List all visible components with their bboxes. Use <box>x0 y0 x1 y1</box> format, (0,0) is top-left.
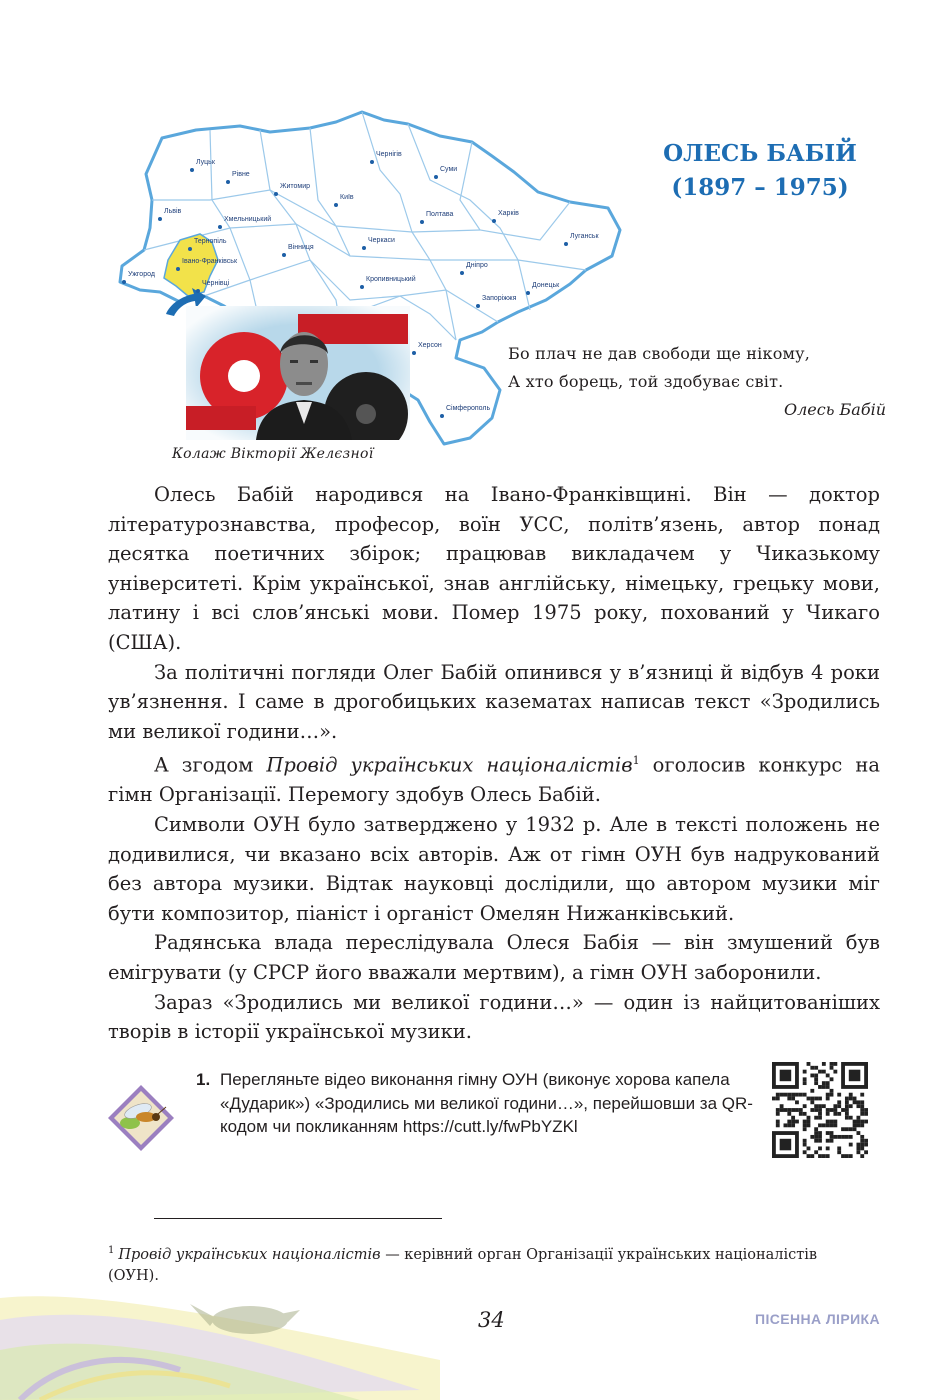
task-number: 1. <box>196 1070 211 1089</box>
city-label: Сімферополь <box>446 405 491 412</box>
city-label: Хмельницький <box>224 216 272 223</box>
term-emphasis: Провід українських націоналістів <box>266 753 633 777</box>
footnote-divider <box>154 1218 442 1219</box>
footer-decoration <box>0 1290 440 1400</box>
city-dot <box>226 180 230 184</box>
city-label: Дніпро <box>466 262 488 269</box>
footnote-ref[interactable]: 1 <box>632 754 640 768</box>
city-dot <box>564 242 568 246</box>
author-years: (1897 – 1975) <box>671 174 849 201</box>
paragraph-3-start: А згодом <box>154 753 267 777</box>
insect-task-icon <box>106 1083 176 1153</box>
city-label: Харків <box>498 210 519 217</box>
qr-code-icon[interactable] <box>772 1062 868 1158</box>
epigraph-line-2: А хто борець, той здобуває світ. <box>508 372 784 391</box>
city-dot <box>218 225 222 229</box>
main-text <box>108 480 880 1047</box>
city-label: Вінниця <box>288 244 314 251</box>
city-dot <box>526 291 530 295</box>
city-dot <box>420 220 424 224</box>
paragraph-6: Зараз «Зродились ми великої години…» — один із найцитованіших творів в історії української музики. <box>108 990 880 1044</box>
city-label: Тернопіль <box>194 238 227 245</box>
paragraph-3 <box>108 746 880 810</box>
city-label: Суми <box>440 166 458 173</box>
city-dot <box>370 160 374 164</box>
paragraph-1: Олесь Бабій народився на Івано-Франківщині. Він — доктор літературознавства, професор, воїн УСС, політв’язень, автор понад десятка поетичних збірок; працював викладачем у Чиказькому університеті. Крім української, знав англійську, німецьку, грецьку мови, латину і всі слов’янські мови. Помер 1975 року, похований у Чикаго (США). <box>108 483 880 654</box>
city-label: Донецьк <box>532 282 560 289</box>
city-label: Луцьк <box>196 159 215 166</box>
city-dot <box>434 175 438 179</box>
city-dot <box>360 285 364 289</box>
city-dot <box>412 351 416 355</box>
portrait-collage <box>186 306 410 440</box>
city-dot <box>440 414 444 418</box>
paragraph-3-end: оголосив конкурс на гімн Організації. Перемогу здобув Олесь Бабій. <box>108 753 881 807</box>
city-dot <box>158 217 162 221</box>
page-number: 34 <box>478 1308 505 1332</box>
city-label: Запоріжжя <box>482 295 517 302</box>
city-dot <box>122 280 126 284</box>
task-text[interactable]: Перегляньте відео виконання гімну ОУН (виконує хорова капела «Дударик») «Зродились ми великої години…», перейшовши за QR-кодом чи покликанням https://cutt.ly/fwPbYZKl <box>220 1070 753 1136</box>
section-name: ПІСЕННА ЛІРИКА <box>755 1311 880 1327</box>
footnote-term: Провід українських націоналістів <box>118 1246 381 1263</box>
epigraph-signature: Олесь Бабій <box>783 400 886 419</box>
collage-caption: Колаж Вікторії Желєзної <box>172 446 374 462</box>
epigraph-line-1: Бо плач не дав свободи ще нікому, <box>508 344 811 363</box>
city-dot <box>334 203 338 207</box>
city-label: Київ <box>340 194 354 201</box>
paragraph-2: За політичні погляди Олег Бабій опинився у в’язниці й відбув 4 роки ув’язнення. І саме в дрогобицьких казематах написав текст «Зродились ми великої години…». <box>108 660 880 743</box>
footnote-mark: 1 <box>108 1245 115 1256</box>
city-label: Рівне <box>232 171 250 178</box>
city-label: Житомир <box>280 183 311 190</box>
city-label: Черкаси <box>368 237 395 244</box>
city-label: Львів <box>164 208 182 215</box>
city-label: Чернігів <box>376 151 402 158</box>
paragraph-5: Радянська влада переслідувала Олеся Бабія — він змушений був емігрувати (у СРСР його вважали мертвим), а гімн ОУН заборонили. <box>108 931 880 984</box>
city-label: Луганськ <box>570 233 599 240</box>
city-dot <box>492 219 496 223</box>
city-label: Херсон <box>418 342 442 349</box>
city-label: Кропивницький <box>366 276 416 283</box>
footnote <box>108 1240 868 1287</box>
task-1 <box>196 1068 756 1139</box>
city-dot <box>282 253 286 257</box>
city-dot <box>274 192 278 196</box>
city-dot <box>188 247 192 251</box>
city-label: Полтава <box>426 211 454 218</box>
city-label: Івано-Франківськ <box>182 258 238 265</box>
city-dot <box>362 246 366 250</box>
city-dot <box>190 168 194 172</box>
city-dot <box>176 267 180 271</box>
city-dot <box>476 304 480 308</box>
city-label: Чернівці <box>202 280 230 287</box>
footnote-text: — керівний орган Організації українських націоналістів (ОУН). <box>108 1246 818 1284</box>
city-dot <box>196 289 200 293</box>
paragraph-4: Символи ОУН було затверджено у 1932 р. Але в тексті положень не додивилися, чи вказано всіх авторів. Аж от гімн ОУН був надрукований без автора музики. Відтак науковці дослідили, що автором музики міг бути композитор, піаніст і органіст Омелян Нижанківський. <box>108 813 880 925</box>
city-dot <box>460 271 464 275</box>
author-name: ОЛЕСЬ БАБІЙ <box>663 140 857 167</box>
city-label: Ужгород <box>128 271 155 278</box>
